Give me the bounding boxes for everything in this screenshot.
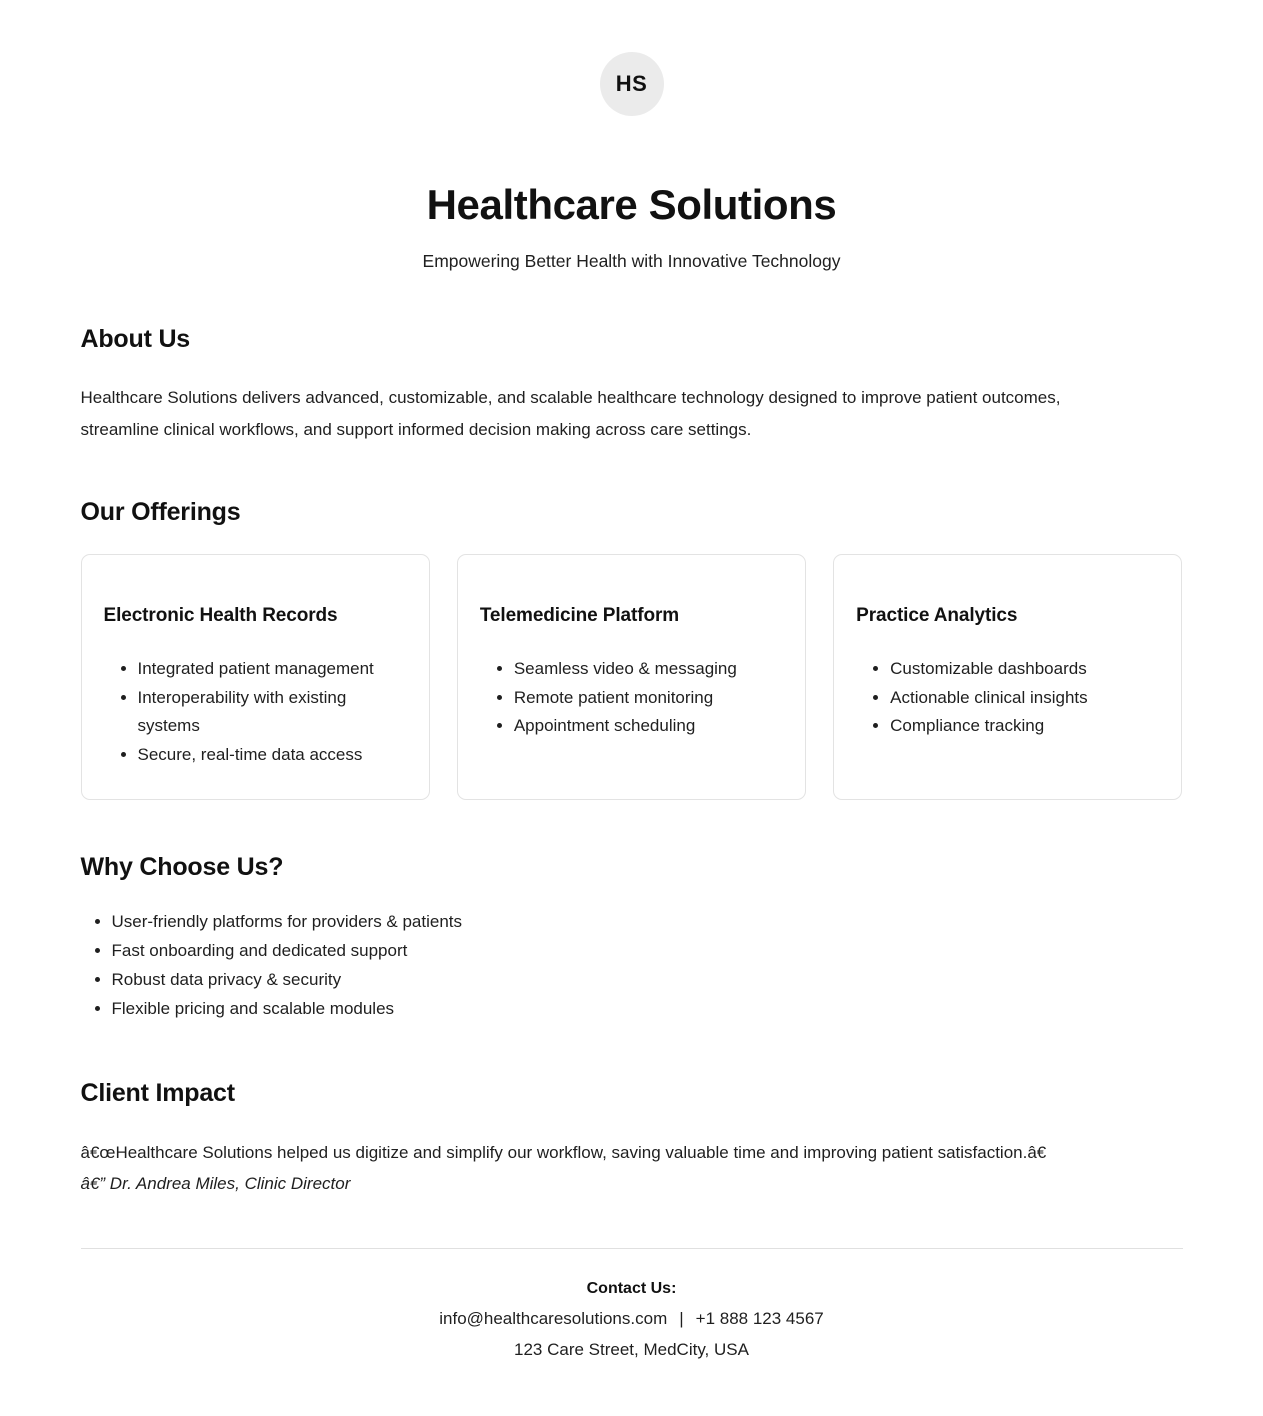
offering-card-title: Telemedicine Platform [479, 605, 680, 627]
offering-card-list [104, 627, 407, 769]
list-item: • Flexible pricing and scalable modules [112, 995, 1183, 1024]
list-item: • Seamless video & messaging [514, 655, 783, 684]
testimonial-attribution: â€” Dr. Andrea Miles, Clinic Director [80, 1174, 351, 1194]
offerings-card-grid [81, 527, 1183, 800]
section-our-offerings [81, 445, 1183, 800]
section-about-us [81, 272, 1183, 445]
about-us-heading: About Us [80, 325, 190, 354]
section-client-impact [81, 1024, 1183, 1200]
contact-address: 123 Care Street, MedCity, USA [514, 1339, 749, 1359]
list-item: • Integrated patient management [138, 655, 407, 684]
list-item: • Appointment scheduling [514, 712, 783, 741]
page-tagline: Empowering Better Health with Innovative Technology [422, 251, 841, 272]
about-us-text: Healthcare Solutions delivers advanced, customizable, and scalable healthcare technology designed to improve patient outcomes, streamline clinical workflows, and support informed decision making across care settings. [80, 388, 1061, 439]
contact-separator: | [679, 1308, 684, 1328]
contact-phone[interactable]: +1 888 123 4567 [695, 1308, 824, 1328]
offering-card-electronic-health-records [81, 554, 430, 800]
list-item: • Secure, real-time data access [138, 741, 407, 770]
offering-card-title: Electronic Health Records [103, 605, 338, 627]
list-item: • User-friendly platforms for providers & patients [112, 908, 1183, 937]
offering-card-list [856, 627, 1159, 741]
contact-email[interactable]: info@healthcaresolutions.com [439, 1308, 668, 1328]
client-testimonial [81, 1108, 1183, 1200]
contact-us-label: Contact Us: [586, 1279, 677, 1297]
list-item: • Robust data privacy & security [112, 966, 1183, 995]
list-item: • Remote patient monitoring [514, 684, 783, 713]
list-item: • Interoperability with existing systems [138, 684, 407, 741]
list-item: • Actionable clinical insights [890, 684, 1159, 713]
offering-card-practice-analytics [833, 554, 1182, 800]
contact-details-line [81, 1298, 1183, 1329]
main-content [81, 272, 1183, 1416]
offering-card-telemedicine-platform [457, 554, 806, 800]
logo-avatar [600, 52, 664, 116]
our-offerings-heading: Our Offerings [80, 498, 241, 527]
section-why-choose-us [81, 800, 1183, 1024]
why-choose-us-heading: Why Choose Us? [80, 853, 284, 882]
page-title: Healthcare Solutions [426, 181, 837, 228]
list-item: • Fast onboarding and dedicated support [112, 937, 1183, 966]
testimonial-quote-text: â€œHealthcare Solutions helped us digitize and simplify our workflow, saving valuable time and improving patient satisfaction.â€ [80, 1142, 1057, 1162]
client-impact-heading: Client Impact [80, 1078, 235, 1107]
offering-card-list [480, 627, 783, 741]
list-item: • Customizable dashboards [890, 655, 1159, 684]
offering-card-title: Practice Analytics [856, 605, 1018, 627]
why-choose-us-list [81, 882, 1183, 1024]
list-item: • Compliance tracking [890, 712, 1159, 741]
logo-initials: HS [615, 71, 648, 96]
site-header [0, 0, 1263, 272]
site-footer [81, 1249, 1183, 1416]
